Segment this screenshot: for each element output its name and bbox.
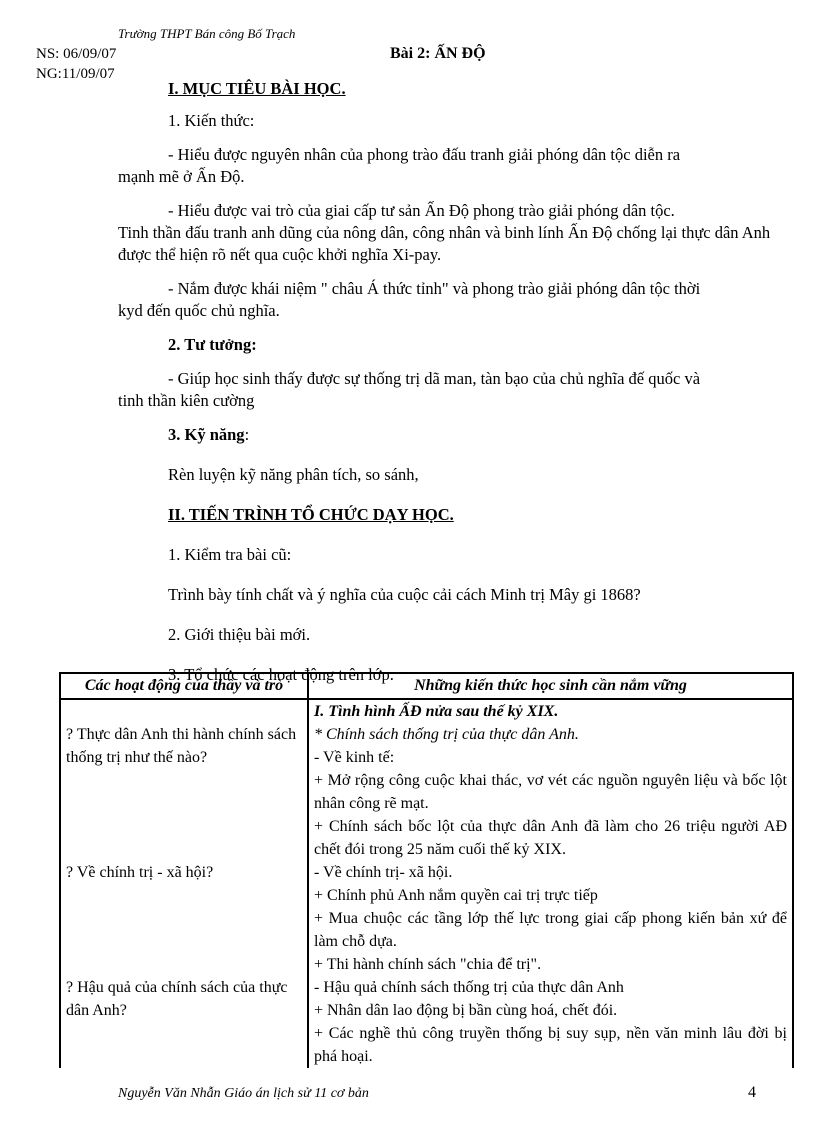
cons-item-1: + Nhân dân lao động bị bần cùng hoá, chết đói. [314, 1002, 618, 1019]
question-2: ? Về chính trị - xã hội? [66, 864, 214, 881]
pol-label: - Về chính trị- xã hội. [314, 864, 453, 881]
content-section-title: I. Tình hình ẤĐ nửa sau thế kỷ XIX. [314, 703, 559, 720]
questions-cell [60, 699, 308, 1068]
table-header-row [60, 673, 793, 699]
pol-item-2: + Mua chuộc các tầng lớp thế lực trong giai cấp phong kiến bản xứ để làm chỗ dựa. [314, 910, 787, 950]
pol-item-3: + Thi hành chính sách "chia để trị". [314, 956, 542, 973]
knowledge-label: 1. Kiến thức: [168, 111, 255, 130]
ns-date: NS: 06/09/07 [36, 46, 117, 62]
knowledge-item-1: - Hiểu được nguyên nhân của phong trào đấu tranh giải phóng dân tộc diễn ra mạnh mẽ ở Ấn Độ. [118, 145, 681, 186]
section2-heading: II. TIẾN TRÌNH TỔ CHỨC DẠY HỌC. [168, 505, 454, 524]
cons-item-2: + Các nghề thủ công truyền thống bị suy sụp, nền văn minh lâu đời bị phá hoại. [314, 1025, 787, 1065]
check-label: 1. Kiểm tra bài cũ: [168, 545, 292, 564]
econ-label: - Về kinh tế: [314, 749, 395, 766]
cons-label: - Hậu quả chính sách thống trị của thực dân Anh [314, 979, 624, 996]
skill-label: 3. Kỹ năng: [168, 425, 250, 444]
section1-heading: I. MỤC TIÊU BÀI HỌC. [168, 79, 346, 98]
page-number: 4 [748, 1084, 756, 1101]
policy-title: * Chính sách thống trị của thực dân Anh. [314, 726, 579, 743]
lesson-body [118, 78, 778, 704]
thought-label: 2. Tư tưởng: [168, 335, 257, 354]
question-1: ? Thực dân Anh thi hành chính sách thống trị như thế nào? [66, 726, 297, 766]
question-3: ? Hậu quả của chính sách của thực dân Anh? [66, 979, 288, 1019]
table-row [60, 699, 793, 1068]
school-name: Trường THPT Bán công Bố Trạch [118, 26, 296, 41]
content-cell [308, 699, 793, 1068]
lesson-title: Bài 2: ẤN ĐỘ [390, 45, 486, 62]
col-left-header: Các hoạt động của thầy và trò [60, 673, 308, 699]
date-block [36, 44, 116, 84]
footer-author: Nguyễn Văn Nhẫn Giáo án lịch sử 11 cơ bản [118, 1086, 369, 1101]
col-right-header: Những kiến thức học sinh cần nắm vững [308, 673, 793, 699]
pol-item-1: + Chính phủ Anh nắm quyền cai trị trực tiếp [314, 887, 598, 904]
intro-label: 2. Giới thiệu bài mới. [168, 625, 311, 644]
econ-item-2: + Chính sách bốc lột của thực dân Anh đã làm cho 26 triệu người AĐ chết đói trong 25 năm cuối thế kỷ XIX. [314, 818, 787, 858]
lesson-table [59, 672, 794, 1068]
ng-date: NG:11/09/07 [36, 66, 115, 82]
knowledge-item-2: - Hiểu được vai trò của giai cấp tư sản Ấn Độ phong trào giải phóng dân tộc. Tinh thần đấu tranh anh dũng của nông dân, công nhân và binh lính Ấn Độ chống lại thực dân Anh được thể hiện rõ nết qua cuộc khởi nghĩa Xi-pay. [118, 201, 771, 264]
check-question: Trình bày tính chất và ý nghĩa của cuộc cải cách Minh trị Mây gi 1868? [168, 585, 641, 604]
skill-text: Rèn luyện kỹ năng phân tích, so sánh, [168, 465, 419, 484]
knowledge-item-3: - Nắm được khái niệm " châu Á thức tỉnh" và phong trào giải phóng dân tộc thời kyd đến quốc chủ nghĩa. [118, 279, 701, 320]
org-label: 3. Tổ chức các hoạt động trên lớp. [168, 665, 394, 684]
thought-item: - Giúp học sinh thấy được sự thống trị dã man, tàn bạo của chủ nghĩa đế quốc và tinh thần kiên cường [118, 369, 701, 410]
econ-item-1: + Mở rộng công cuộc khai thác, vơ vét các nguồn nguyên liệu và bốc lột nhân công rẽ mạt. [314, 772, 787, 812]
